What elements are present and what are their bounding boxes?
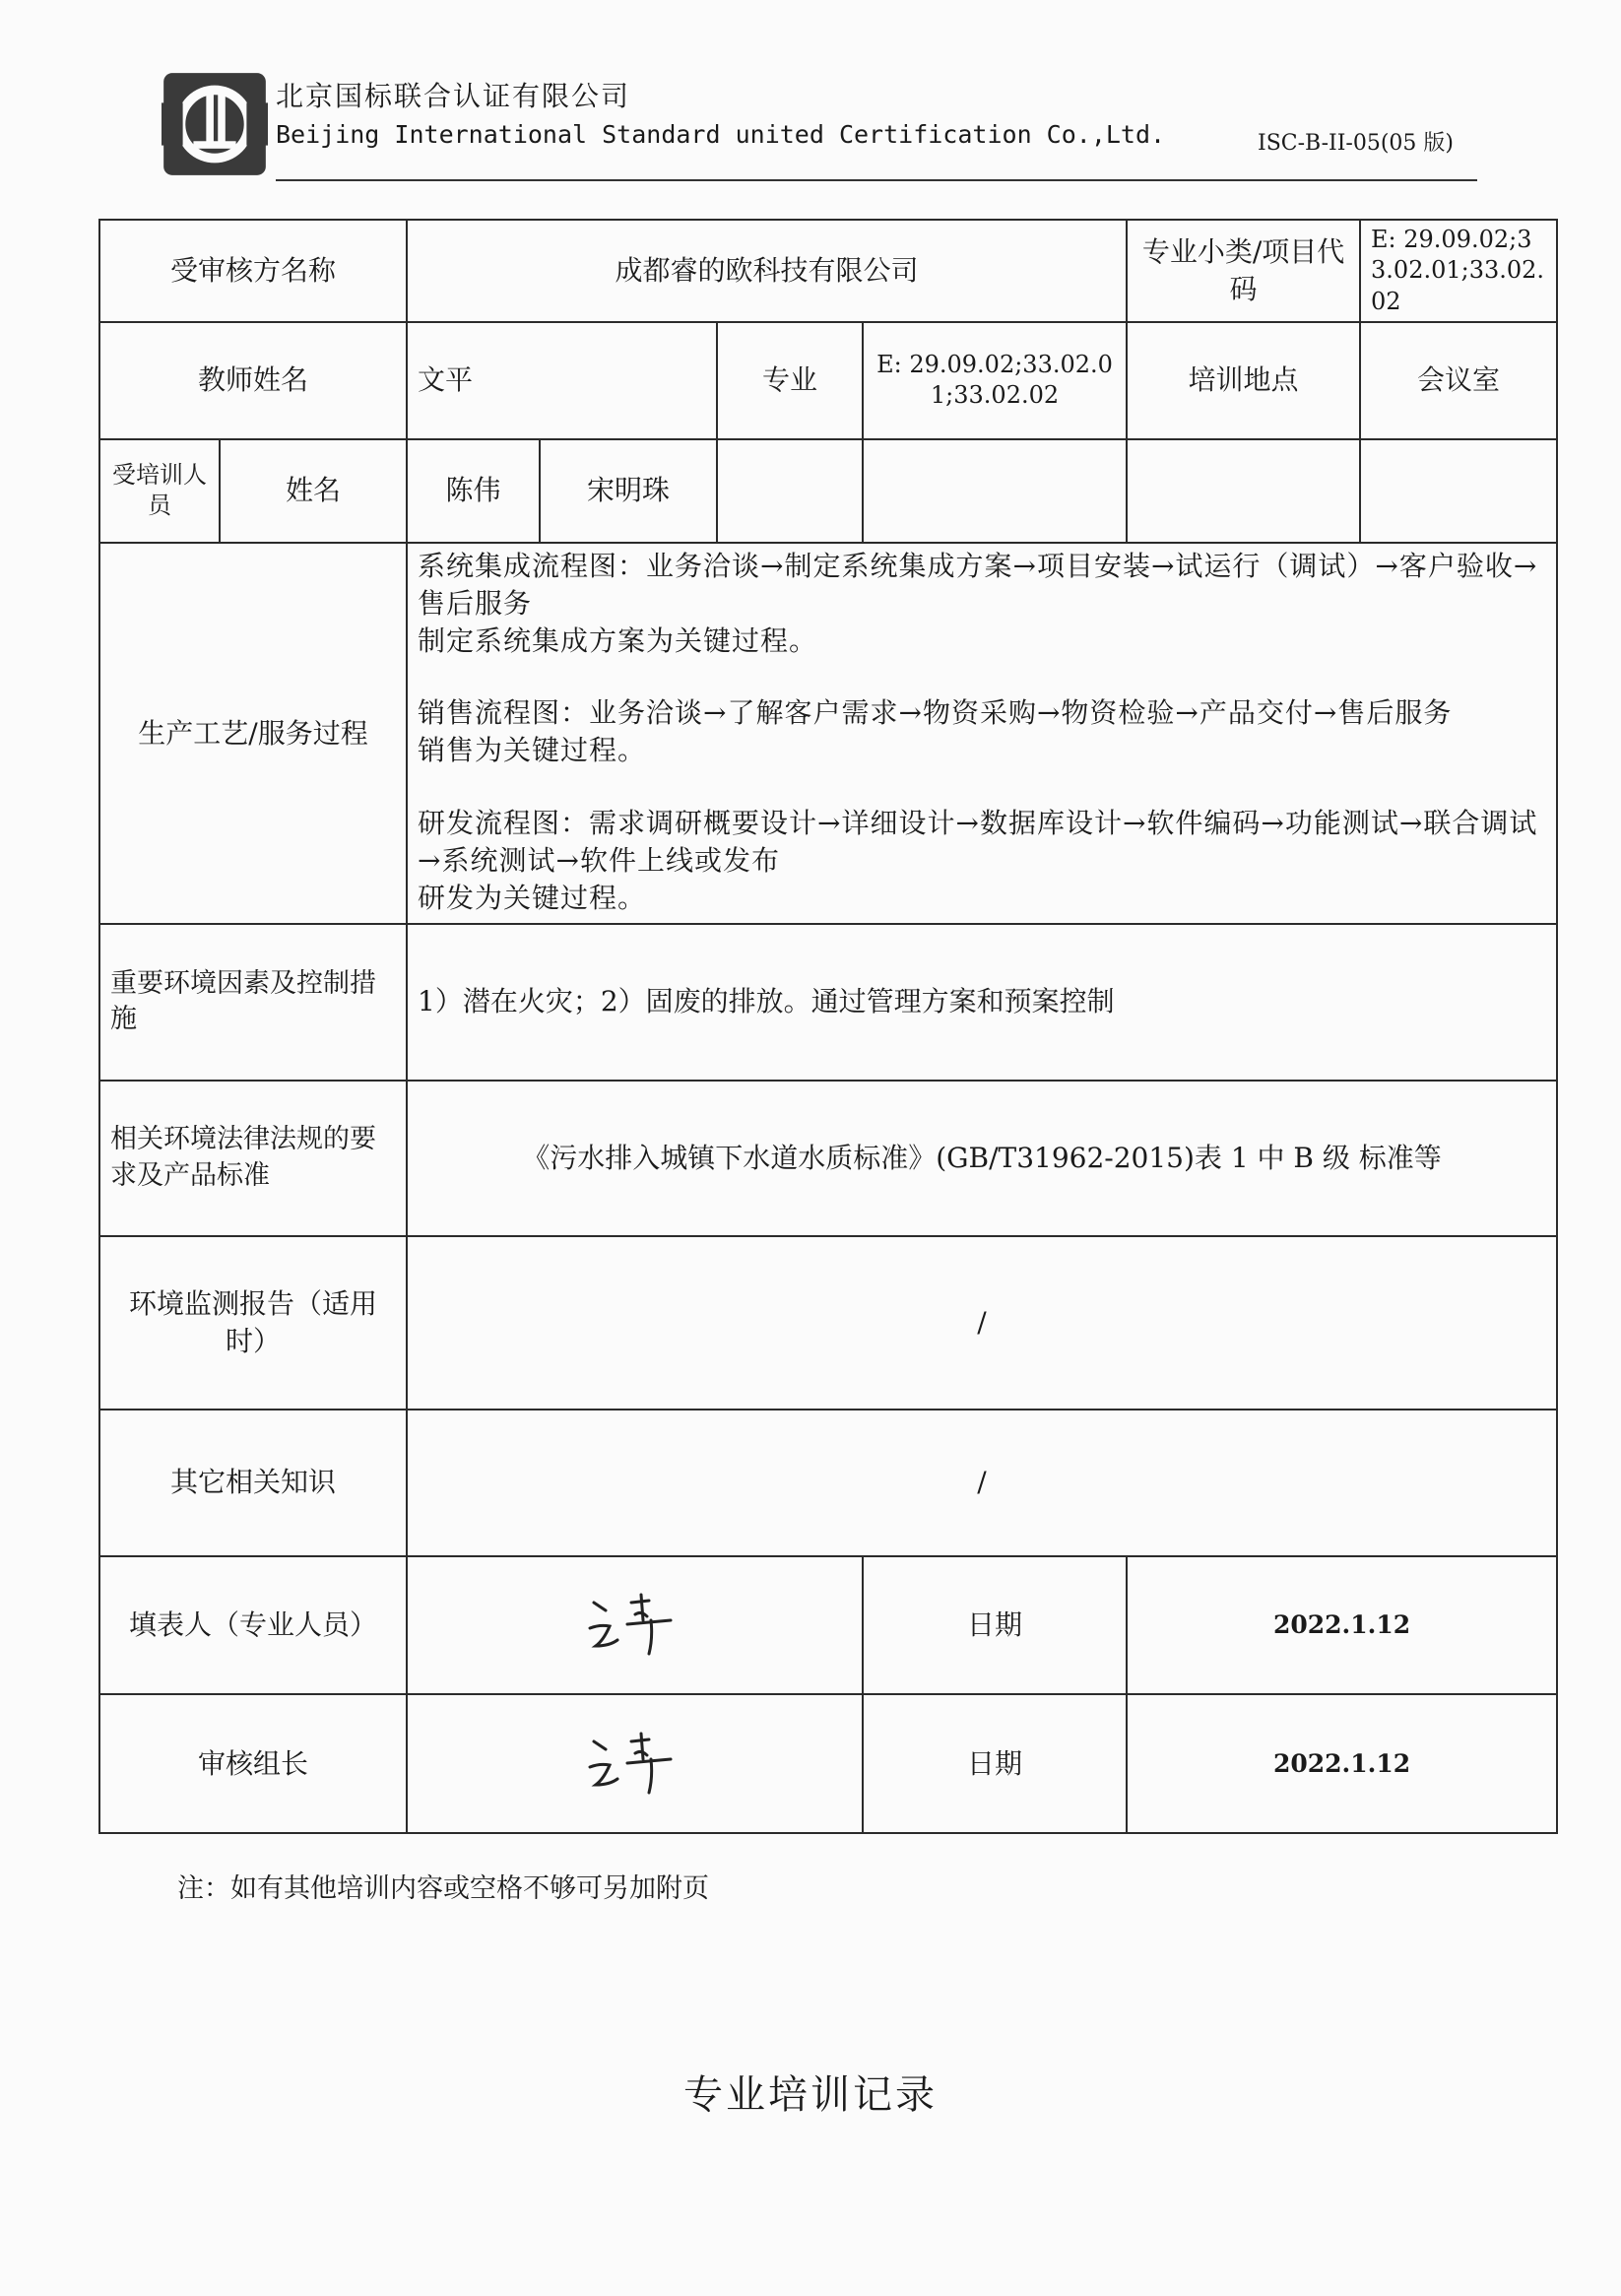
- date-label-1: 日期: [863, 1556, 1127, 1695]
- isc-logo-icon: [162, 71, 268, 177]
- law-label: 相关环境法律法规的要求及产品标准: [99, 1081, 407, 1237]
- category-value: E: 29.09.02;33.02.01;33.02.02: [1360, 220, 1557, 322]
- trainee-empty-1: [717, 439, 863, 543]
- teacher-label: 教师姓名: [99, 322, 407, 439]
- env-factor-value: 1）潜在火灾；2）固废的排放。通过管理方案和预案控制: [407, 924, 1557, 1081]
- leader-signature: [407, 1694, 863, 1833]
- law-value: 《污水排入城镇下水道水质标准》(GB/T31962-2015)表 1 中 B 级 标准等: [407, 1081, 1557, 1237]
- process-line-4: 销售为关键过程。: [418, 734, 647, 767]
- leader-label: 审核组长: [99, 1694, 407, 1833]
- handwritten-signature-icon: [576, 1581, 694, 1660]
- training-record-table: [98, 219, 1556, 1834]
- process-line-6: 研发为关键过程。: [418, 881, 647, 914]
- trainee-name-label: 姓名: [220, 439, 407, 543]
- footer-note: 注：如有其他培训内容或空格不够可另加附页: [177, 1873, 709, 1904]
- process-line-3: 销售流程图：业务洽谈→了解客户需求→物资采购→物资检验→产品交付→售后服务: [418, 696, 1453, 730]
- company-name-en: Beijing International Standard united Certification Co.,Ltd.: [276, 120, 1166, 149]
- page-header: [158, 69, 1477, 187]
- category-label: 专业小类/项目代码: [1127, 220, 1360, 322]
- other-value: /: [407, 1410, 1557, 1556]
- env-factor-label: 重要环境因素及控制措施: [99, 924, 407, 1081]
- process-line-1: 系统集成流程图：业务洽谈→制定系统集成方案→项目安装→试运行（调试）→客户验收→售后服务: [418, 550, 1538, 620]
- auditee-label: 受审核方名称: [99, 220, 407, 322]
- trainees-label: 受培训人员: [99, 439, 220, 543]
- monitor-label: 环境监测报告（适用时）: [99, 1236, 407, 1410]
- process-line-5: 研发流程图：需求调研概要设计→详细设计→数据库设计→软件编码→功能测试→联合调试→系统测试→软件上线或发布: [418, 807, 1538, 877]
- trainee-empty-2: [863, 439, 1127, 543]
- process-content: [407, 543, 1557, 924]
- trainee-empty-4: [1360, 439, 1557, 543]
- trainee-2: 宋明珠: [540, 439, 717, 543]
- filler-signature: [407, 1556, 863, 1695]
- process-line-2: 制定系统集成方案为关键过程。: [418, 623, 818, 657]
- document-title: 专业培训记录: [683, 2072, 938, 2118]
- other-label: 其它相关知识: [99, 1410, 407, 1556]
- date-label-2: 日期: [863, 1694, 1127, 1833]
- major-label: 专业: [717, 322, 863, 439]
- handwritten-signature-icon: [576, 1720, 694, 1799]
- auditee-value: 成都睿的欧科技有限公司: [407, 220, 1127, 322]
- process-label: 生产工艺/服务过程: [99, 543, 407, 924]
- date-value-2: 2022.1.12: [1127, 1694, 1557, 1833]
- trainee-1: 陈伟: [407, 439, 540, 543]
- filler-label: 填表人（专业人员）: [99, 1556, 407, 1695]
- monitor-value: /: [407, 1236, 1557, 1410]
- form-code: ISC-B-II-05(05 版): [1258, 131, 1454, 156]
- header-divider: [276, 179, 1477, 181]
- date-value-1: 2022.1.12: [1127, 1556, 1557, 1695]
- company-name-cn: 北京国标联合认证有限公司: [276, 80, 631, 112]
- place-value: 会议室: [1360, 322, 1557, 439]
- place-label: 培训地点: [1127, 322, 1360, 439]
- trainee-empty-3: [1127, 439, 1360, 543]
- teacher-value: 文平: [407, 322, 717, 439]
- major-value: E: 29.09.02;33.02.01;33.02.02: [863, 322, 1127, 439]
